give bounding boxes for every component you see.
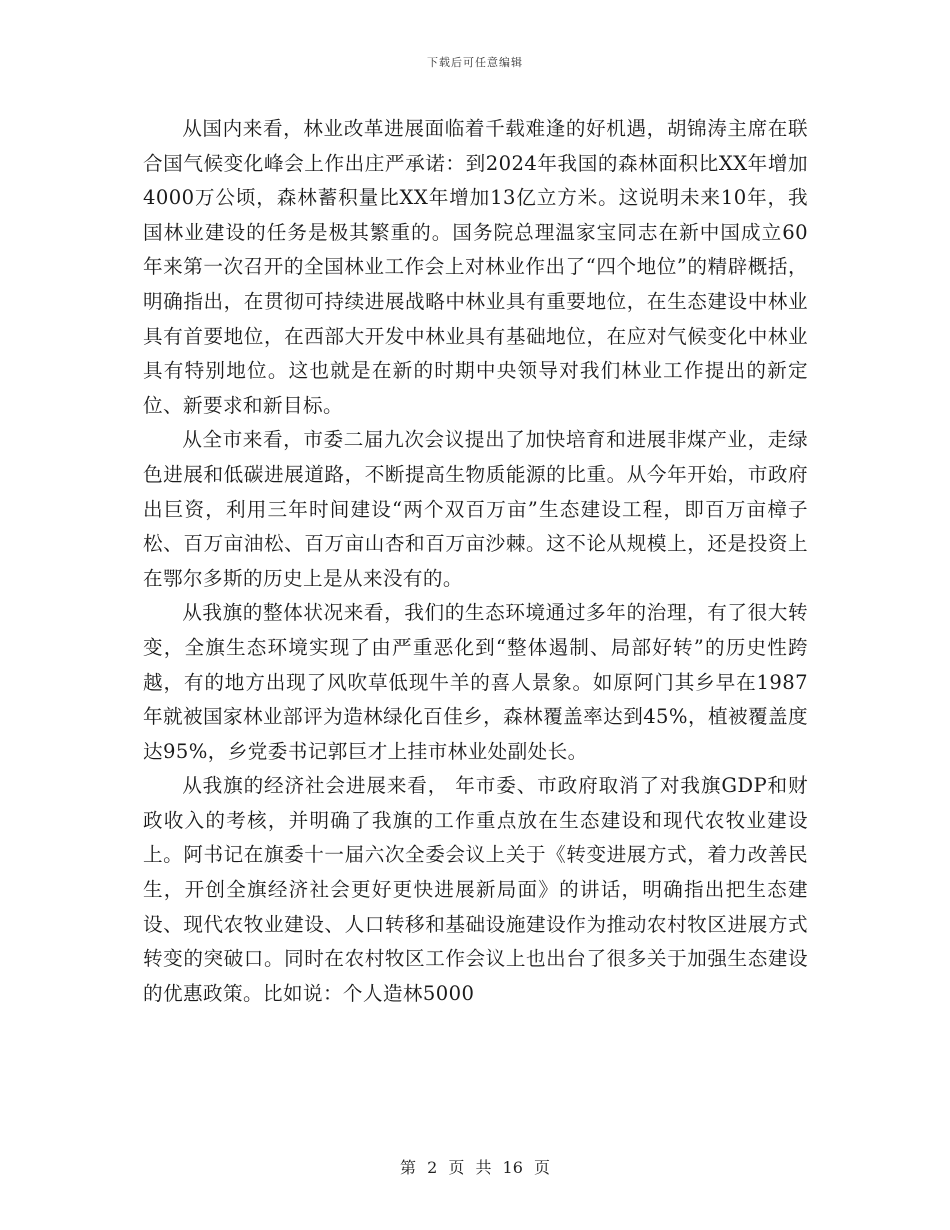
paragraph-city: 从全市来看，市委二届九次会议提出了加快培育和进展非煤产业，走绿色进展和低碳进展道路，不断提高生物质能源的比重。从今年开始，市政府出巨资，利用三年时间建设“两个双百万亩”生态建设工程，即百万亩樟子松、百万亩油松、百万亩山杏和百万亩沙棘。这不论从规模上，还是投资上在鄂尔多斯的历史上是从来没有的。 — [143, 428, 808, 590]
document-body — [143, 112, 808, 1011]
page-footer: 第 2 页 共 16 页 — [400, 1158, 550, 1177]
paragraph-domestic: 从国内来看，林业改革进展面临着千载难逢的好机遇，胡锦涛主席在联合国气候变化峰会上作出庄严承诺：到2024年我国的森林面积比XX年增加4000万公顷，森林蓄积量比XX年增加13亿立方米。这说明未来10年，我国林业建设的任务是极其繁重的。国务院总理温家宝同志在新中国成立60年来第一次召开的全国林业工作会上对林业作出了“四个地位”的精辟概括，明确指出，在贯彻可持续进展战略中林业具有重要地位，在生态建设中林业具有首要地位，在西部大开发中林业具有基础地位，在应对气候变化中林业具有特别地位。这也就是在新的时期中央领导对我们林业工作提出的新定位、新要求和新目标。 — [143, 117, 808, 417]
paragraph-banner-ecology: 从我旗的整体状况来看，我们的生态环境通过多年的治理，有了很大转变，全旗生态环境实现了由严重恶化到“整体遏制、局部好转”的历史性跨越，有的地方出现了风吹草低现牛羊的喜人景象。如原阿门其乡早在1987年就被国家林业部评为造林绿化百佳乡，森林覆盖率达到45%，植被覆盖度达95%，乡党委书记郭巨才上挂市林业处副处长。 — [143, 601, 808, 763]
page-header: 下载后可任意编辑 — [427, 56, 523, 69]
paragraph-banner-economy: 从我旗的经济社会进展来看， 年市委、市政府取消了对我旗GDP和财政收入的考核，并明确了我旗的工作重点放在生态建设和现代农牧业建设上。阿书记在旗委十一届六次全委会议上关于《转变进展方式，着力改善民生，开创全旗经济社会更好更快进展新局面》的讲话，明确指出把生态建设、现代农牧业建设、人口转移和基础设施建设作为推动农村牧区进展方式转变的突破口。同时在农村牧区工作会议上也出台了很多关于加强生态建设的优惠政策。比如说：个人造林5000 — [143, 774, 808, 1005]
